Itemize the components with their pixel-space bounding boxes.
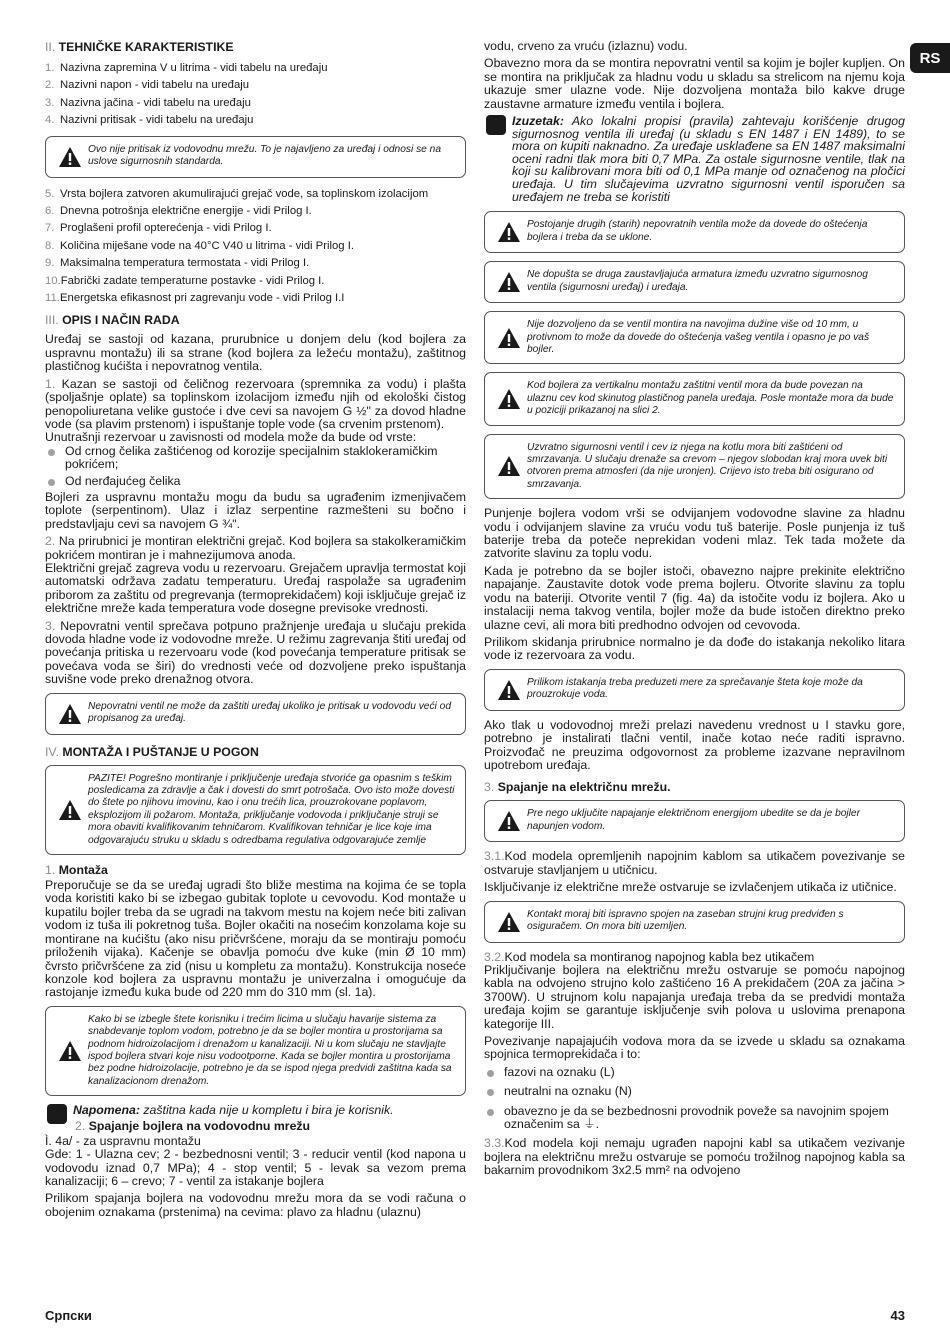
bullet-list xyxy=(484,1066,905,1132)
pencil-icon xyxy=(486,115,506,135)
warning-icon xyxy=(497,810,521,832)
paragraph: 1. Kazan se sastoji od čeličnog rezervoara (spremnika za vodu) i plašta (spoljašnje oplate) sa toplinskom izolacijom između njih od ekološki čistog penopoliuretana velike gustoće i dve cevi sa navojem G ½" za dovod hladne vode (sa plavim prstenom) i ispuštanje tople vode (sa crvenim prstenom). xyxy=(45,376,467,431)
paragraph: Unutrašnji rezervoar u zavisnosti od modela može da bude od vrste: xyxy=(45,430,417,445)
paragraph: Preporučuje se da se uređaj ugradi što bliže mestima na kojima će se topla voda koristiti kako bi se izbegao gubitak toplote u cevovodu. Kod montaže u kupatilu bojler treba da se ugradi na takvom mestu na kojem neće biti zalivan vodom iz tuša ili pokretnog tuša. Bojler okačiti na nosećim konzolama koje su montirane na kućištu (ako nisu pričvršćene, moraju da se montiraju pomoću priloženih vijaka). Kačenje se obavlja pomoću dve kuke (min Ø 10 mm) čvrsto pričvršćene za zid (nisu u kompletu za montažu). Konstrukcija noseće konzole kod bojlera za uspravnu montažu je univerzalna i omogućuje da rastojanje između kuka bude od 220 mm do 310 mm (sl. 1a). xyxy=(45,878,466,1000)
list-item: Od nerđajućeg čelika xyxy=(45,475,466,488)
page-number: 43 xyxy=(890,1308,905,1323)
warning-icon xyxy=(497,221,521,243)
list-item: 3. Nazivna jačina - vidi tabelu na uređaju xyxy=(45,96,251,109)
warning-box: Ne dopušta se druga zaustavljajuća armatura između uzvratno sigurnosnog ventila (sigurnosni uređaj) i uređaja. xyxy=(484,261,905,303)
warning-box: PAZITE! Pogrešno montiranje i priključenje uređaja stvoriće ga opasnim s teškim posledicama za zdravlje a čak i dovesti do smrt potrošača. Ovo isto može dovesti do štete po njihovu imovinu, kao i onu trećih lica, prouzrokovane poplavom, eksplozijom ili požarom. Montaža, priključanje vodovoda i priključanje struji se mora obaviti kvalifikovanim tehničarom. Kvalifikovan tehničar je lice koje ima odgovarajuću struku u skladu s odredbama regulativa odgovarajuće zemlje xyxy=(45,765,466,855)
subsection-heading: 3. Spajanje na električnu mrežu. xyxy=(484,780,671,795)
bullet-list xyxy=(45,445,466,488)
list-item: 4. Nazivni pritisak - vidi tabelu na uređaju xyxy=(45,114,254,127)
paragraph: Priključivanje bojlera na električnu mrežu ostvaruje se pomoću napojnog kabla na odvojeno strujno kolo zaštićeno 16 A prekidačem (20A za jačina > 3700W). U strujnom kolu napajanja uređaja treba da se predvidi montaža uređaja kojim se garantuje isključenje svih polova u uslovima prenapona kategorije III. xyxy=(484,962,905,1031)
paragraph: Obavezno mora da se montira nepovratni ventil sa kojim je bojler kupljen. On se montira na priključak za hladnu vodu u skladu sa strelicom na njemu koja ukazuje smer ulazne vode. Nije dozvoljena montaža bilo kakve druge zaustavne armature između ventila i bojlera. xyxy=(484,56,905,111)
warning-icon xyxy=(58,703,82,725)
paragraph: Povezivanje napajajućih vodova mora da se izvede u skladu sa oznakama spojnica termoprekidača i to: xyxy=(484,1034,905,1062)
warning-box: Postojanje drugih (starih) nepovratnih ventila može da dovede do oštećenja bojlera i treba da se uklone. xyxy=(484,211,905,253)
list-item: 2. Nazivni napon - vidi tabelu na uređaju xyxy=(45,79,250,92)
paragraph: Ì. 4a/ - za uspravnu montažu xyxy=(45,1133,201,1148)
subsection-heading: 2. Spajanje bojlera na vodovodnu mrežu xyxy=(75,1118,311,1133)
warning-box: Kako bi se izbegle štete korisniku i trećim licima u slučaju havarije sistema za snabdevanje toplom vodom, potrebno je da se bojler montira u prostorijama sa podnom hidroizolacijom i drenažom u kanalizaciji. Ni u kom slučaju ne stavljajte ispod bojlera stvari koje nisu vodootporne. Kada se bojler montira u prostorijama bez podne hidroizolacije, potrebno je da se ispod njega predvidi zaštitna kada sa kanalizacionom drenažom. xyxy=(45,1006,466,1096)
language-tab: RS xyxy=(910,43,950,73)
paragraph: 3.2.Kod modela sa montiranog napojnog kabla bez utikačem xyxy=(484,949,815,964)
paragraph: 3. Nepovratni ventil sprečava potpuno pražnjenje uređaja u slučaju prekida dovoda hladne vode iz vodovodne mreže. U režimu zagrevanja štiti uređaj od povećanja pritiska u rezervoaru vode (kod povećanja temperature pritisak se povećava voda se širi) do vrednosti veće od dozvoljene preko ispuštanja suvišne vode preko drenažnog otvora. xyxy=(45,618,466,687)
note: Izuzetak: Ako lokalni propisi (pravila) zahtevaju korišćenje drugog sigurnosnog ventila ili uređaj (u skladu s EN 1487 i EN 1489), to se mora on kupiti naknadno. Za uređaje usklađene sa EN 1487 maksimalni oceni radni tlak mora biti 0,7 MPa. Za ostale sigurnosne ventile, tlak na koji su kalibrovani mora biti od 0,1 MPa manje od označenog na pločici uređaja. U tim slučajevima uzvratno sigurnosni ventil isporučen sa uređajem ne treba se koristiti xyxy=(484,115,905,203)
list-item: 8. Količina miješane vode na 40°C V40 u litrima - vidi Prilog I. xyxy=(45,239,354,252)
paragraph: Uređaj se sastoji od kazana, prurubnice u donjem delu (kod bojlera za uspravnu montažu) ili sa strane (kod bojlera za ležeću montažu), zaštitnog plastičnog kućišta i nepovratnog ventila. xyxy=(45,332,466,374)
list-item: obavezno je da se bezbednosni provodnik poveže sa navojnim spojem označenim sa ⏚. xyxy=(484,1105,905,1132)
paragraph: Električni grejač zagreva vodu u rezervoaru. Grejačem upravlja termostat koji automatski održava zadatu temperaturu. Uređaj raspolaže sa ugrađenim priborom za zaštitu od pregrevanja (termoprekidačem) koji isključuje grejač iz električne mreže kada temperatura vode dosegne previsoke vrednosti. xyxy=(45,560,466,616)
paragraph: 3.1.Kod modela opremljenih napojnim kablom sa utikačem povezivanje se ostvaruje stavljanjem u utičnicu. xyxy=(484,849,905,877)
list-item: 10.Fabrički zadate temperaturne postavke - vidi Prilog I. xyxy=(45,274,325,287)
paragraph: Bojleri za uspravnu montažu mogu da budu sa ugrađenim izmenjivačem toplote (serpentinom). Ulaz i izlaz serpentine razmešteni su bočno i predstavljaju cevi sa navojem G ¾". xyxy=(45,489,466,531)
list-item: 9. Maksimalna temperatura termostata - vidi Prilog I. xyxy=(45,257,310,270)
paragraph: vodu, crveno za vruću (izlaznu) vodu. xyxy=(484,39,688,53)
warning-box: Uzvratno sigurnosni ventil i cev iz njega na kotlu mora biti zaštićeni od smrzavanja. U slučaju drenaže sa crevom – njegov slobodan kraj mora uvek biti otvoren prema atmosferi (da nije uronjen). Crijevo isto treba biti osigurano od smrzavanja. xyxy=(484,434,905,500)
list-item: Od crnog čelika zaštićenog od korozije specijalnim staklokeramičkim pokrićem; xyxy=(45,445,466,472)
subsection-heading: 1. Montaža xyxy=(45,863,108,878)
warning-icon xyxy=(497,271,521,293)
warning-icon xyxy=(497,679,521,701)
list-item: 6. Dnevna potrošnja električne energije - vidi Prilog I. xyxy=(45,205,312,218)
warning-box: Nije dozvoljeno da se ventil montira na navojima dužine više od 10 mm, u protivnom to može da dovede do oštećenja vašeg ventila i opasno je po vaš bojler. xyxy=(484,311,905,364)
specs-list-2 xyxy=(45,186,466,308)
warning-box: Kod bojlera za vertikalnu montažu zaštitni ventil mora da bude povezan na ulaznu cev kod skinutog plastičnog panela uređaja. Posle montaže mora da bude u poziciji prikazanoj na slici 2. xyxy=(484,372,905,425)
pencil-icon xyxy=(47,1104,67,1124)
list-item: neutralni na oznaku (N) xyxy=(484,1085,905,1098)
left-column xyxy=(45,40,466,1223)
warning-box: Ovo nije pritisak iz vodovodnu mrežu. To je najavljeno za uređaj i odnosi se na uslove sigurnosnih standarda. xyxy=(45,136,466,178)
warning-box: Pre nego uključite napajanje električnom energijom ubedite se da je bojler napunjen vodom. xyxy=(484,800,905,842)
warning-icon xyxy=(497,911,521,933)
section-heading-3: III. OPIS I NAČIN RADA xyxy=(45,313,180,328)
list-item: 1. Nazivna zapremina V u litrima - vidi tabelu na uređaju xyxy=(45,62,328,74)
paragraph: Kada je potrebno da se bojler istoči, obavezno najpre prekinite električno napajanje. Zaustavite dotok vode prema bojleru. Otvorite slavinu za toplu vodu na bateriji. Otvorite ventil 7 (fig. 4a) da istočite vodu iz bojlera. Ako u instalaciji nema takvog ventila, bojler može da bude istočen direktno preko ulazne cevi, ali mora biti predhodno odvojen od cevovoda. xyxy=(484,563,905,632)
paragraph: 3.3.Kod modela koji nemaju ugrađen napojni kabl sa utikačem vezivanje bojlera na električnu mrežu ostvaruje se pomoću trožilnog napojnog kabla sa bakarnim provodnikom 3x2.5 mm² na odvojeno xyxy=(484,1136,905,1178)
warning-icon xyxy=(497,455,521,477)
note: Napomena: zaštitna kada nije u kompletu i bira je korisnik. xyxy=(45,1104,466,1117)
warning-icon xyxy=(58,1040,82,1062)
warning-icon xyxy=(58,146,82,168)
section-heading-2: II. TEHNIČKE KARAKTERISTIKE xyxy=(45,40,234,54)
specs-list-1 xyxy=(45,60,466,130)
paragraph: Prilikom spajanja bojlera na vodovodnu mrežu mora da se vodi računa o obojenim oznakama (prstenima) na cevima: plavo za hladnu (ulaznu) xyxy=(45,1191,466,1219)
list-item: 5. Vrsta bojlera zatvoren akumulirajući grejač vode, sa toplinskom izolacijom xyxy=(45,187,429,200)
paragraph: Gde: 1 - Ulazna cev; 2 - bezbednosni ventil; 3 - reducir ventil (kod napona u vodovodu iznad 0,7 MPa); 4 - stop ventil; 5 - levak sa vezom prema kanalizaciji; 6 – crevo; 7 - ventil za istakanje bojlera xyxy=(45,1147,466,1188)
paragraph: 2. Na prirubnici je montiran električni grejač. Kod bojlera sa stakolkeramičkim pokrićem montiran je i mahnezijumova anoda. xyxy=(45,534,466,562)
footer-language: Српски xyxy=(45,1308,92,1323)
warning-box: Nepovratni ventil ne može da zaštiti uređaj ukoliko je pritisak u vodovodu veći od propisanog za uređaj. xyxy=(45,693,466,735)
list-item: 11.Energetska efikasnost pri zagrevanju vode - vidi Prilog I.I xyxy=(45,292,345,305)
paragraph: Isključivanje iz električne mreže ostvaruje se izvlačenjem utikača iz utičnice. xyxy=(484,880,897,895)
paragraph: Prilikom skidanja prirubnice normalno je da dođe do istakanja nekoliko litara vode iz rezervoara za vodu. xyxy=(484,634,905,663)
warning-box: Prilikom istakanja treba preduzeti mere za sprečavanje šteta koje može da prouzrokuje voda. xyxy=(484,669,905,711)
section-heading-4: IV. MONTAŽA I PUŠTANJE U POGON xyxy=(45,744,259,759)
warning-icon xyxy=(497,388,521,410)
warning-box: Kontakt moraj biti ispravno spojen na zaseban strujni krug predviđen s osiguračem. On mora biti uzemljen. xyxy=(484,901,905,943)
paragraph: Ako tlak u vodovodnoj mreži prelazi navedenu vrednost u I stavku gore, potrebno je instalirati tlačni ventil, inače kotao neće raditi ispravno. Proizvođač ne preuzima odgovornost za probleme izazvane nepravilnom upotrebom uređaja. xyxy=(484,717,905,772)
list-item: fazovi na oznaku (L) xyxy=(484,1066,905,1079)
list-item: 7. Proglašeni profil opterećenja - vidi Prilog I. xyxy=(45,222,272,235)
paragraph: Punjenje bojlera vodom vrši se odvijanjem vodovodne slavine za hladnu vodu i odvijanjem slavine za vruću vodu tuš baterije. Posle punjenja iz tuš baterije treba da poteče neprekidan vodeni mlaz. Tek tada možete da zatvorite slavinu za toplu vodu. xyxy=(484,506,905,561)
warning-icon xyxy=(58,799,82,821)
warning-icon xyxy=(497,327,521,349)
right-column xyxy=(484,40,905,1182)
